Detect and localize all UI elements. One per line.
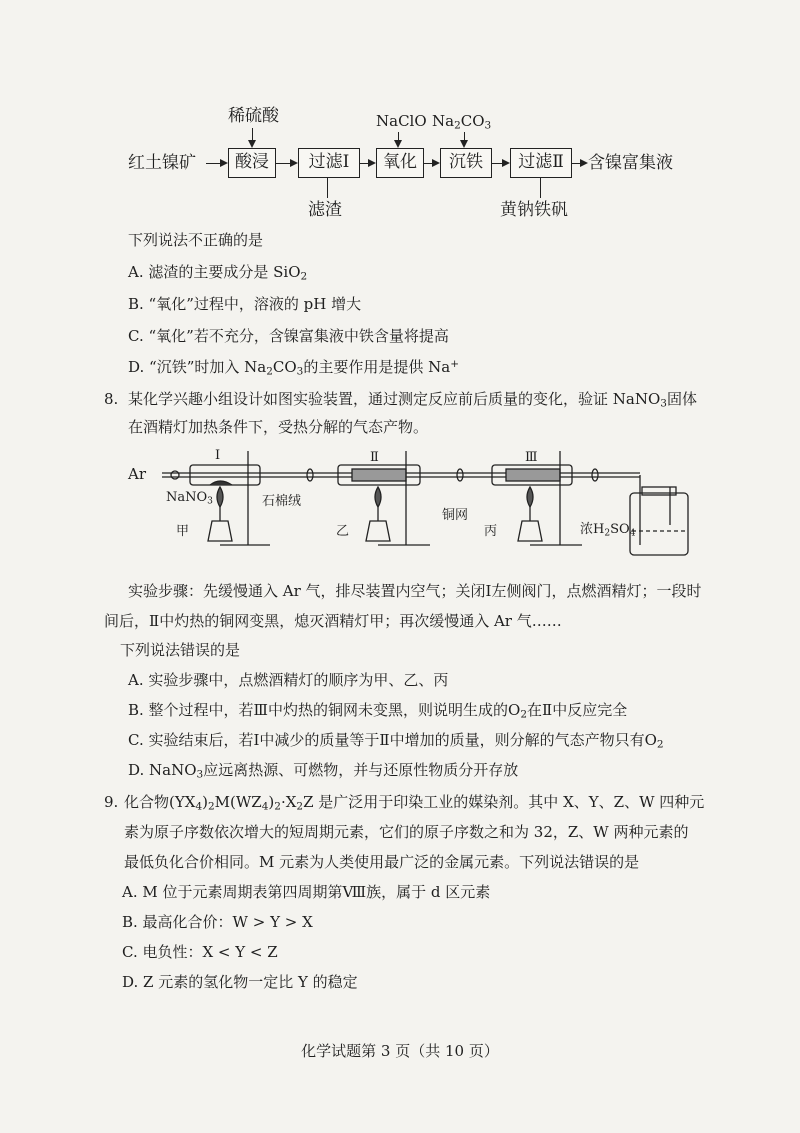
- q7-option-a: A. 滤渣的主要成分是 SiO$_2$: [128, 263, 308, 283]
- step-iron-precipitation: 沉铁: [440, 148, 492, 178]
- step-acid-leach: 酸浸: [228, 148, 276, 178]
- na2co3-arrow: [464, 132, 465, 146]
- flow-arrow-4: [424, 163, 438, 164]
- nano3-label: NaNO$_3$: [166, 490, 213, 507]
- q8-stem: 下列说法错误的是: [120, 641, 241, 659]
- q8-option-b: B. 整个过程中，若Ⅲ中灼热的铜网未变黑，则说明生成的$O_2$在Ⅱ中反应完全: [128, 701, 628, 721]
- q9-stem-line1: 化合物$(YX_4)_2M(WZ_4)_2\cdot X_2Z$ 是广泛用于印染工业的媒染剂。其中 X、Y、Z、W 四种元: [124, 793, 705, 813]
- copper-mesh-label: 铜网: [442, 508, 469, 523]
- q9-stem-line2: 素为原子序数依次增大的短周期元素，它们的原子序数之和为 32，Z、W 两种元素的: [124, 823, 689, 841]
- page-footer: 化学试题第 3 页（共 10 页）: [301, 1042, 499, 1060]
- q8-steps-line2: 间后，Ⅱ中灼热的铜网变黑，熄灭酒精灯甲；再次缓慢通入 Ar 气……: [104, 612, 562, 630]
- ar-label: Ar: [128, 465, 147, 483]
- q7-option-b: B. “氧化”过程中，溶液的 pH 增大: [128, 295, 362, 313]
- conc-h2so4-label: 浓$H_2SO_4$: [580, 522, 636, 539]
- tube-ii-label: Ⅱ: [370, 450, 379, 465]
- asbestos-label: 石棉绒: [262, 494, 302, 509]
- q7-option-c: C. “氧化”若不充分，含镍富集液中铁含量将提高: [128, 327, 449, 345]
- flow-arrow-2: [276, 163, 296, 164]
- q9-option-a: A. M 位于元素周期表第四周期第Ⅷ族，属于 d 区元素: [122, 883, 491, 901]
- q8-option-a: A. 实验步骤中，点燃酒精灯的顺序为甲、乙、丙: [128, 671, 449, 689]
- lamp-jia-label: 甲: [176, 524, 190, 539]
- na2co3-label: $Na_2CO_3$: [432, 112, 492, 132]
- tube-iii-label: Ⅲ: [525, 450, 538, 465]
- flow-arrow-5: [492, 163, 508, 164]
- q9-option-d: D. Z 元素的氢化物一定比 Y 的稳定: [122, 973, 358, 991]
- step-filter-2: 过滤Ⅱ: [510, 148, 572, 178]
- naclo-label: NaClO: [376, 112, 427, 130]
- q9-stem-line3: 最低负化合价相同。M 元素为人类使用最广泛的金属元素。下列说法错误的是: [124, 853, 640, 871]
- tube-i-label: Ⅰ: [215, 448, 221, 463]
- q9-number: 9.: [104, 793, 119, 811]
- end-product: 含镍富集液: [588, 153, 673, 173]
- q8-stem-line1: 某化学兴趣小组设计如图实验装置，通过测定反应前后质量的变化，验证 NaNO$_3$固体: [128, 390, 697, 410]
- q8-option-c: C. 实验结束后，若Ⅰ中减少的质量等于Ⅱ中增加的质量，则分解的气态产物只有$O_2$: [128, 731, 664, 751]
- residue-label: 滤渣: [308, 200, 342, 220]
- q8-stem-line2: 在酒精灯加热条件下，受热分解的气态产物。: [128, 418, 429, 436]
- lamp-bing-label: 丙: [484, 524, 498, 539]
- step-oxidation: 氧化: [376, 148, 424, 178]
- q8-steps-line1: 实验步骤：先缓慢通入 Ar 气，排尽装置内空气；关闭Ⅰ左侧阀门，点燃酒精灯；一段时: [128, 582, 702, 600]
- flow-arrow-1: [206, 163, 226, 164]
- flow-arrow-6: [572, 163, 586, 164]
- q8-number: 8.: [104, 390, 119, 408]
- jarosite-label: 黄钠铁矾: [500, 200, 568, 220]
- q7-stem: 下列说法不正确的是: [128, 231, 264, 249]
- step-filter-1: 过滤Ⅰ: [298, 148, 360, 178]
- start-material: 红土镍矿: [128, 153, 196, 173]
- jarosite-line: [540, 178, 541, 198]
- acid-label: 稀硫酸: [228, 106, 279, 126]
- acid-arrow: [252, 128, 253, 146]
- naclo-arrow: [398, 132, 399, 146]
- flow-arrow-3: [360, 163, 374, 164]
- lamp-yi-label: 乙: [336, 524, 350, 539]
- q7-option-d: D. “沉铁”时加入 $Na_2CO_3$的主要作用是提供 Na+: [128, 357, 460, 378]
- q9-option-b: B. 最高化合价：W > Y > X: [122, 913, 313, 931]
- q8-option-d: D. NaNO$_3$应远离热源、可燃物，并与还原性物质分开存放: [128, 761, 519, 781]
- q9-option-c: C. 电负性：X < Y < Z: [122, 943, 278, 961]
- residue-line: [327, 178, 328, 198]
